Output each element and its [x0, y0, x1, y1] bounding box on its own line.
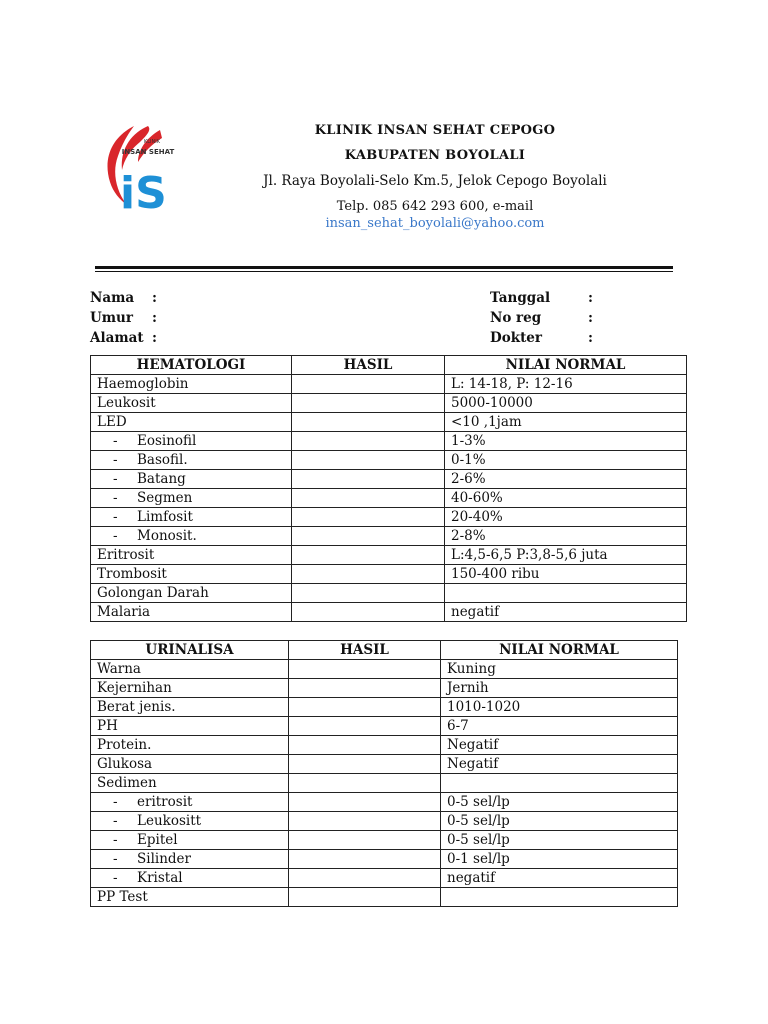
table-header-row	[91, 641, 678, 660]
field-dokter: Dokter :	[490, 330, 593, 346]
field-no-reg: No reg :	[490, 310, 593, 326]
test-name-cell	[91, 565, 292, 584]
normal-value-cell: Negatif	[441, 755, 678, 774]
result-cell[interactable]	[289, 831, 441, 850]
sub-item-bullet: -	[113, 432, 118, 449]
result-cell[interactable]	[292, 489, 445, 508]
sub-item-bullet: -	[113, 527, 118, 544]
test-name-cell	[91, 812, 289, 831]
column-header: HEMATOLOGI	[91, 356, 292, 375]
table-row	[91, 698, 678, 717]
test-name: eritrosit	[137, 793, 193, 810]
normal-value-cell: <10 ,1jam	[445, 413, 687, 432]
field-umur: Umur :	[90, 310, 157, 326]
normal-value-cell: Jernih	[441, 679, 678, 698]
normal-value-cell: Kuning	[441, 660, 678, 679]
normal-value-cell: 5000-10000	[445, 394, 687, 413]
test-name: LED	[97, 413, 127, 430]
test-name: PP Test	[97, 888, 148, 905]
test-name: Basofil.	[137, 451, 188, 468]
normal-value-cell: 1-3%	[445, 432, 687, 451]
test-name-cell	[91, 755, 289, 774]
test-name-cell	[91, 451, 292, 470]
column-header: NILAI NORMAL	[441, 641, 678, 660]
normal-value-cell	[441, 774, 678, 793]
normal-value-cell: 0-5 sel/lp	[441, 831, 678, 850]
table-row	[91, 565, 687, 584]
test-name-cell	[91, 717, 289, 736]
clinic-logo-icon	[100, 120, 190, 220]
test-name-cell	[91, 793, 289, 812]
column-header: HASIL	[289, 641, 441, 660]
table-row	[91, 603, 687, 622]
result-cell[interactable]	[292, 432, 445, 451]
test-name-cell	[91, 603, 292, 622]
test-name-cell	[91, 774, 289, 793]
table-row	[91, 394, 687, 413]
sub-item-bullet: -	[113, 508, 118, 525]
test-name: Limfosit	[137, 508, 193, 525]
table-row	[91, 489, 687, 508]
result-cell[interactable]	[292, 565, 445, 584]
table-row	[91, 584, 687, 603]
test-name: Trombosit	[97, 565, 167, 582]
test-name: Malaria	[97, 603, 151, 620]
sub-item-bullet: -	[113, 869, 118, 886]
test-name-cell	[91, 527, 292, 546]
sub-item-bullet: -	[113, 470, 118, 487]
field-tanggal: Tanggal :	[490, 290, 593, 306]
test-name-cell	[91, 413, 292, 432]
svg-text:INSAN SEHAT: INSAN SEHAT	[121, 148, 175, 156]
header-divider-thin	[95, 271, 673, 272]
hematologi-table	[90, 355, 687, 622]
table-row	[91, 432, 687, 451]
patient-info	[90, 290, 610, 350]
test-name: Protein.	[97, 736, 152, 753]
result-cell[interactable]	[292, 413, 445, 432]
test-name: Monosit.	[137, 527, 197, 544]
test-name: Segmen	[137, 489, 193, 506]
normal-value-cell: 40-60%	[445, 489, 687, 508]
test-name: Leukositt	[137, 812, 202, 829]
result-cell[interactable]	[289, 888, 441, 907]
clinic-logo	[100, 120, 190, 220]
clinic-address: Jl. Raya Boyolali-Selo Km.5, Jelok Cepogo Boyolali	[263, 173, 607, 189]
result-cell[interactable]	[292, 451, 445, 470]
test-name-cell	[91, 546, 292, 565]
urinalisa-table	[90, 640, 678, 907]
clinic-name: KLINIK INSAN SEHAT CEPOGO	[314, 123, 556, 138]
table-row	[91, 375, 687, 394]
test-name-cell	[91, 432, 292, 451]
column-header: HASIL	[292, 356, 445, 375]
normal-value-cell: 0-5 sel/lp	[441, 812, 678, 831]
test-name-cell	[91, 888, 289, 907]
normal-value-cell: 0-1 sel/lp	[441, 850, 678, 869]
result-cell[interactable]	[292, 584, 445, 603]
test-name-cell	[91, 394, 292, 413]
normal-value-cell: Negatif	[441, 736, 678, 755]
test-name: Glukosa	[97, 755, 153, 772]
normal-value-cell	[445, 584, 687, 603]
test-name: Batang	[137, 470, 186, 487]
result-cell[interactable]	[289, 812, 441, 831]
test-name-cell	[91, 869, 289, 888]
normal-value-cell: 1010-1020	[441, 698, 678, 717]
column-header: NILAI NORMAL	[445, 356, 687, 375]
result-cell[interactable]	[289, 679, 441, 698]
result-cell[interactable]	[292, 603, 445, 622]
test-name-cell	[91, 660, 289, 679]
table-row	[91, 869, 678, 888]
table-row	[91, 774, 678, 793]
field-alamat: Alamat :	[90, 330, 157, 346]
normal-value-cell: negatif	[441, 869, 678, 888]
table-row	[91, 793, 678, 812]
clinic-email-link[interactable]: insan_sehat_boyolali@yahoo.com	[325, 216, 545, 231]
sub-item-bullet: -	[113, 850, 118, 867]
svg-text:iS: iS	[120, 168, 167, 219]
table-row	[91, 470, 687, 489]
clinic-contact: Telp. 085 642 293 600, e-mail	[336, 199, 534, 214]
normal-value-cell: negatif	[445, 603, 687, 622]
table-row	[91, 812, 678, 831]
sub-item-bullet: -	[113, 793, 118, 810]
test-name-cell	[91, 698, 289, 717]
result-cell[interactable]	[292, 508, 445, 527]
table-row	[91, 508, 687, 527]
result-cell[interactable]	[289, 850, 441, 869]
table-row	[91, 831, 678, 850]
result-cell[interactable]	[289, 698, 441, 717]
normal-value-cell: 6-7	[441, 717, 678, 736]
svg-text:KLINIK: KLINIK	[143, 139, 161, 145]
test-name: PH	[97, 717, 118, 734]
table-row	[91, 850, 678, 869]
normal-value-cell: 20-40%	[445, 508, 687, 527]
result-cell[interactable]	[289, 736, 441, 755]
test-name: Eosinofil	[137, 432, 197, 449]
field-nama: Nama :	[90, 290, 157, 306]
sub-item-bullet: -	[113, 831, 118, 848]
sub-item-bullet: -	[113, 451, 118, 468]
test-name-cell	[91, 470, 292, 489]
table-row	[91, 413, 687, 432]
test-name: Sedimen	[97, 774, 157, 791]
test-name-cell	[91, 679, 289, 698]
normal-value-cell: 0-1%	[445, 451, 687, 470]
table-row	[91, 717, 678, 736]
test-name: Berat jenis.	[97, 698, 176, 715]
result-cell[interactable]	[289, 774, 441, 793]
table-row	[91, 888, 678, 907]
table-row	[91, 736, 678, 755]
test-name: Kejernihan	[97, 679, 172, 696]
test-name: Warna	[97, 660, 141, 677]
table-row	[91, 660, 678, 679]
normal-value-cell: 2-8%	[445, 527, 687, 546]
normal-value-cell: 150-400 ribu	[445, 565, 687, 584]
test-name: Golongan Darah	[97, 584, 209, 601]
normal-value-cell: 0-5 sel/lp	[441, 793, 678, 812]
test-name: Eritrosit	[97, 546, 155, 563]
sub-item-bullet: -	[113, 489, 118, 506]
result-cell[interactable]	[289, 869, 441, 888]
result-cell[interactable]	[289, 755, 441, 774]
normal-value-cell: 2-6%	[445, 470, 687, 489]
normal-value-cell: L: 14-18, P: 12-16	[445, 375, 687, 394]
test-name-cell	[91, 831, 289, 850]
test-name: Haemoglobin	[97, 375, 189, 392]
result-cell[interactable]	[292, 527, 445, 546]
test-name-cell	[91, 850, 289, 869]
clinic-region: KABUPATEN BOYOLALI	[344, 148, 526, 163]
table-row	[91, 451, 687, 470]
test-name-cell	[91, 508, 292, 527]
letterhead	[200, 118, 670, 231]
sub-item-bullet: -	[113, 812, 118, 829]
result-cell[interactable]	[289, 660, 441, 679]
result-cell[interactable]	[292, 470, 445, 489]
table-header-row	[91, 356, 687, 375]
result-cell[interactable]	[289, 793, 441, 812]
column-header: URINALISA	[91, 641, 289, 660]
table-row	[91, 546, 687, 565]
test-name: Kristal	[137, 869, 183, 886]
test-name-cell	[91, 584, 292, 603]
test-name-cell	[91, 375, 292, 394]
test-name: Silinder	[137, 850, 191, 867]
table-row	[91, 755, 678, 774]
table-row	[91, 527, 687, 546]
result-cell[interactable]	[292, 546, 445, 565]
table-row	[91, 679, 678, 698]
result-cell[interactable]	[292, 394, 445, 413]
test-name-cell	[91, 736, 289, 755]
result-cell[interactable]	[289, 717, 441, 736]
normal-value-cell	[441, 888, 678, 907]
result-cell[interactable]	[292, 375, 445, 394]
header-divider-thick	[95, 266, 673, 269]
test-name: Leukosit	[97, 394, 156, 411]
test-name: Epitel	[137, 831, 178, 848]
test-name-cell	[91, 489, 292, 508]
normal-value-cell: L:4,5-6,5 P:3,8-5,6 juta	[445, 546, 687, 565]
